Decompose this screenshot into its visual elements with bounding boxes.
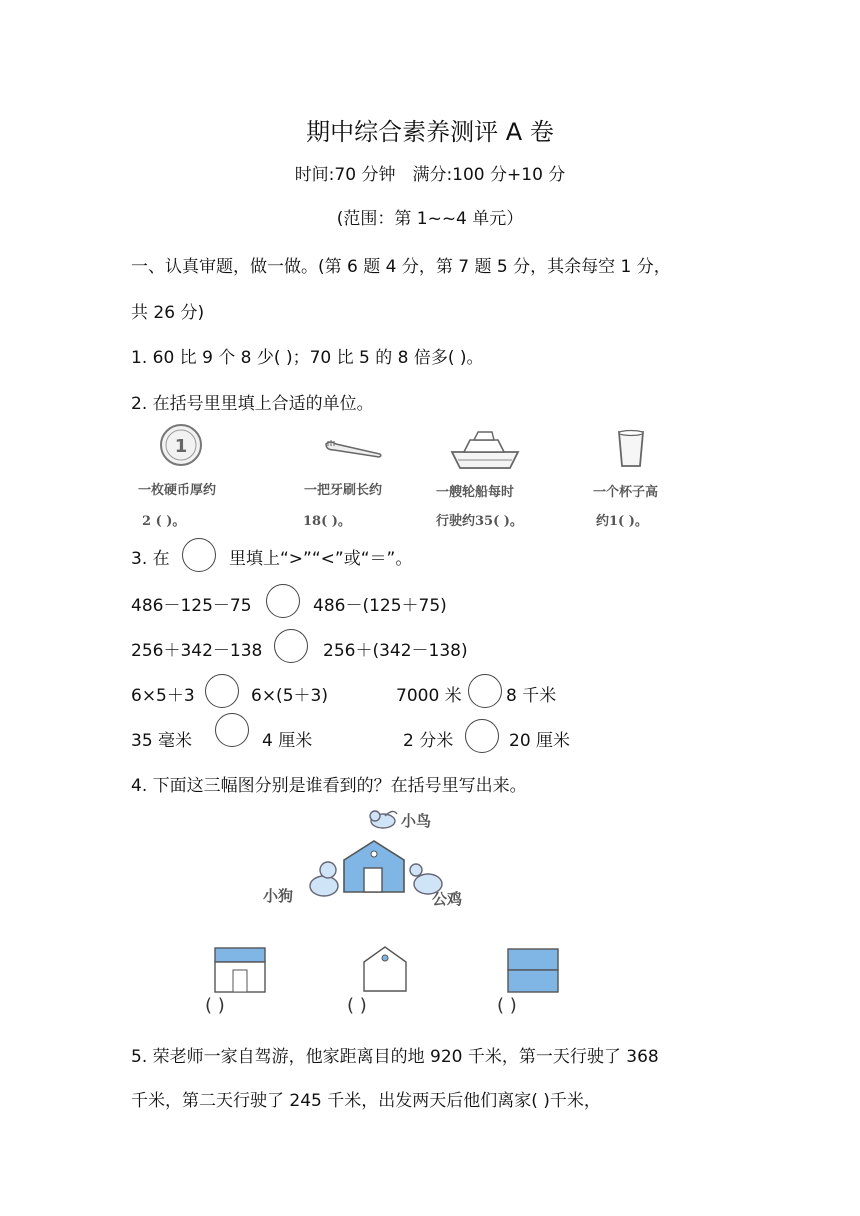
q3-row4b-left: 2 分米	[403, 731, 454, 751]
cup-icon	[616, 428, 646, 470]
svg-text:1: 1	[174, 436, 188, 457]
q3-row1-right: 486－(125＋75)	[313, 596, 447, 616]
house-icon	[338, 838, 410, 894]
q3-row2-right: 256＋(342－138)	[323, 641, 468, 661]
q3-row1-answer-circle[interactable]	[266, 584, 300, 618]
q2-item4-line2: 约1( )。	[596, 514, 648, 529]
q3-row4-right: 4 厘米	[262, 731, 313, 751]
side-view-figure	[360, 944, 410, 994]
q2-item2-line2: 18( )。	[303, 514, 351, 529]
question-1: 1. 60 比 9 个 8 少( )；70 比 5 的 8 倍多( )。	[131, 348, 484, 368]
question-2: 2. 在括号里里填上合适的单位。	[131, 394, 374, 414]
top-view-figure	[506, 947, 560, 995]
q3-row3b-right: 8 千米	[506, 686, 557, 706]
exam-time-score: 时间:70 分钟 满分:100 分+10 分	[294, 165, 566, 185]
q3-row3-answer-circle[interactable]	[205, 674, 239, 708]
question-5: 5. 荣老师一家自驾游，他家距离目的地 920 千米，第一天行驶了 368	[131, 1047, 659, 1067]
answer-paren-2[interactable]: ( )	[347, 995, 367, 1016]
q3-row3-right: 6×(5＋3)	[251, 686, 328, 706]
page-title: 期中综合素养测评 A 卷	[306, 118, 554, 146]
answer-paren-3[interactable]: ( )	[497, 995, 517, 1016]
q3-row2-answer-circle[interactable]	[274, 629, 308, 663]
question-5-cont: 千米，第二天行驶了 245 千米，出发两天后他们离家( )千米，	[131, 1091, 601, 1111]
q2-item4-line1: 一个杯子高	[593, 485, 659, 500]
rooster-label: 公鸡	[432, 890, 463, 908]
q3-row4b-answer-circle[interactable]	[465, 719, 499, 753]
blank-circle-example	[182, 538, 216, 572]
q3-row4-left: 35 毫米	[131, 731, 193, 751]
section-heading: 一、认真审题，做一做。(第 6 题 4 分，第 7 题 5 分，其余每空 1 分，	[131, 257, 671, 277]
exam-range: (范围：第 1~~4 单元）	[336, 209, 524, 229]
bird-label: 小鸟	[401, 812, 432, 830]
dog-icon	[302, 858, 344, 900]
q3-row2-left: 256＋342－138	[131, 641, 263, 661]
q3-row4b-right: 20 厘米	[509, 731, 571, 751]
question-3-suffix: 里填上“>”“<”或“＝”。	[229, 549, 413, 569]
q3-row3-left: 6×5＋3	[131, 686, 195, 706]
question-4: 4. 下面这三幅图分别是谁看到的？在括号里写出来。	[131, 776, 527, 796]
q3-row3b-left: 7000 米	[396, 686, 462, 706]
answer-paren-1[interactable]: ( )	[205, 995, 225, 1016]
q3-row1-left: 486－125－75	[131, 596, 252, 616]
q2-item1-line2: 2 ( )。	[142, 514, 186, 529]
dog-label: 小狗	[263, 887, 294, 905]
ship-icon	[448, 428, 522, 472]
q3-row4-answer-circle[interactable]	[215, 713, 249, 747]
question-3-prefix: 3. 在	[131, 549, 170, 569]
q2-item3-line1: 一艘轮船每时	[436, 485, 515, 500]
section-heading-cont: 共 26 分)	[131, 303, 205, 323]
q2-item2-line1: 一把牙刷长约	[304, 483, 383, 498]
q2-item3-line2: 行驶约35( )。	[436, 514, 523, 529]
q3-row3b-answer-circle[interactable]	[468, 674, 502, 708]
coin-icon	[158, 422, 204, 468]
front-view-figure	[213, 946, 267, 994]
q2-item1-line1: 一枚硬币厚约	[138, 483, 217, 498]
toothbrush-icon	[322, 438, 384, 460]
bird-icon	[365, 806, 401, 832]
